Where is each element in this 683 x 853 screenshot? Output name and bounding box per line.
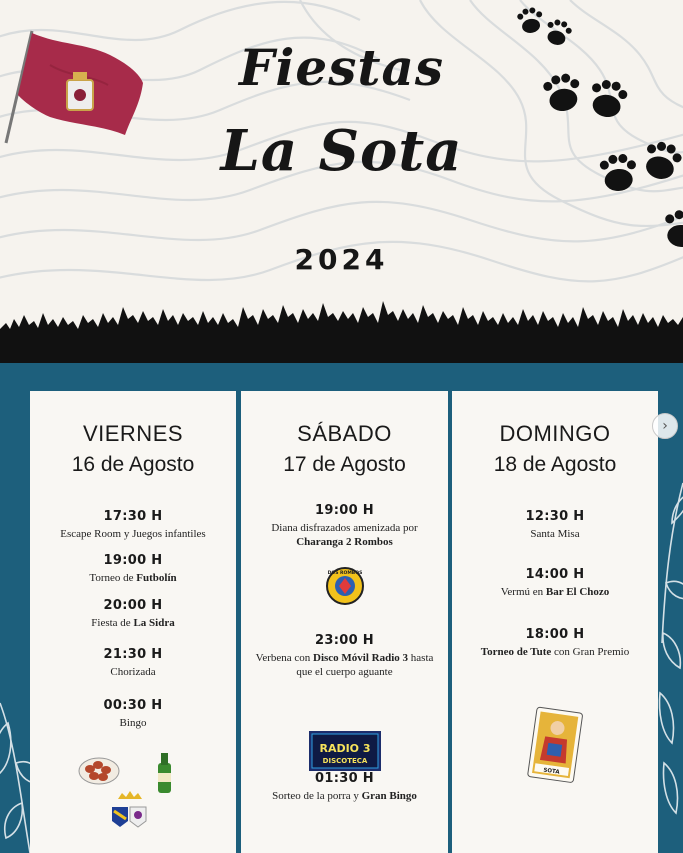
dos-rombos-logo [325,566,365,606]
food-and-cider-icon [74,749,184,829]
day-date: 17 de Agosto [283,453,406,476]
title-line-2: La Sota [220,118,463,184]
event-time: 17:30 H [103,509,163,524]
day-column-viernes [30,391,236,853]
day-column-domingo [452,391,658,853]
logo-text: DOS ROMBOS [327,571,363,576]
chevron-right-icon: › [662,418,668,434]
leon-flag-icon [0,25,150,145]
carousel-next-button[interactable] [652,413,678,439]
day-name: DOMINGO [499,421,611,446]
event-item [452,567,658,599]
card-label: SOTA [542,767,560,776]
event-year: 2024 [294,243,389,276]
title-line-1: Fiestas [238,38,445,97]
event-description: Chorizada [110,666,156,678]
day-name: VIERNES [82,421,184,446]
event-time: 20:00 H [103,598,163,613]
event-description: Fiesta de La Sidra [91,617,175,629]
event-description: Torneo de Tute con Gran Premio [480,646,630,658]
radio-logo-text: RADIO 3 [319,742,371,755]
bear-paw-prints-icon [500,0,683,250]
event-description: Bingo [119,717,147,729]
poster-header [0,0,683,365]
event-item [452,509,658,541]
event-time: 19:00 H [315,503,374,518]
event-time: 12:30 H [525,509,585,524]
forest-silhouette [0,295,683,365]
event-description: Diana disfrazados amenizada por Charanga 2 Rombos [271,522,418,548]
event-time: 01:30 H [315,771,374,786]
event-time: 21:30 H [103,647,163,662]
sota-card-icon [526,706,586,786]
program-section [0,363,683,853]
radio-3-discoteca-logo [309,731,381,771]
event-time: 14:00 H [525,567,585,582]
event-description: Santa Misa [530,528,580,540]
event-description: Torneo de Futbolín [89,572,177,584]
event-item [30,598,236,630]
day-date: 18 de Agosto [493,453,617,476]
event-item [452,627,658,659]
event-description: Verbena con Disco Móvil Radio 3 hasta que el cuerpo aguante [255,652,434,678]
event-item [241,633,448,679]
event-time: 23:00 H [315,633,374,648]
event-item [30,698,236,730]
event-item [30,509,236,541]
event-description: Sorteo de la porra y Gran Bingo [272,790,417,802]
event-time: 18:00 H [525,627,585,642]
event-item [30,647,236,679]
event-time: 19:00 H [103,553,163,568]
event-item [241,503,448,549]
day-date: 16 de Agosto [71,453,195,476]
event-description: Escape Room y Juegos infantiles [60,528,206,540]
event-time: 00:30 H [103,698,163,713]
event-description: Vermú en Bar El Chozo [500,586,610,598]
radio-logo-subtext: DISCOTECA [322,757,368,765]
event-item [30,553,236,585]
event-item [241,771,448,803]
day-column-sabado [241,391,448,853]
day-name: SÁBADO [297,421,392,446]
